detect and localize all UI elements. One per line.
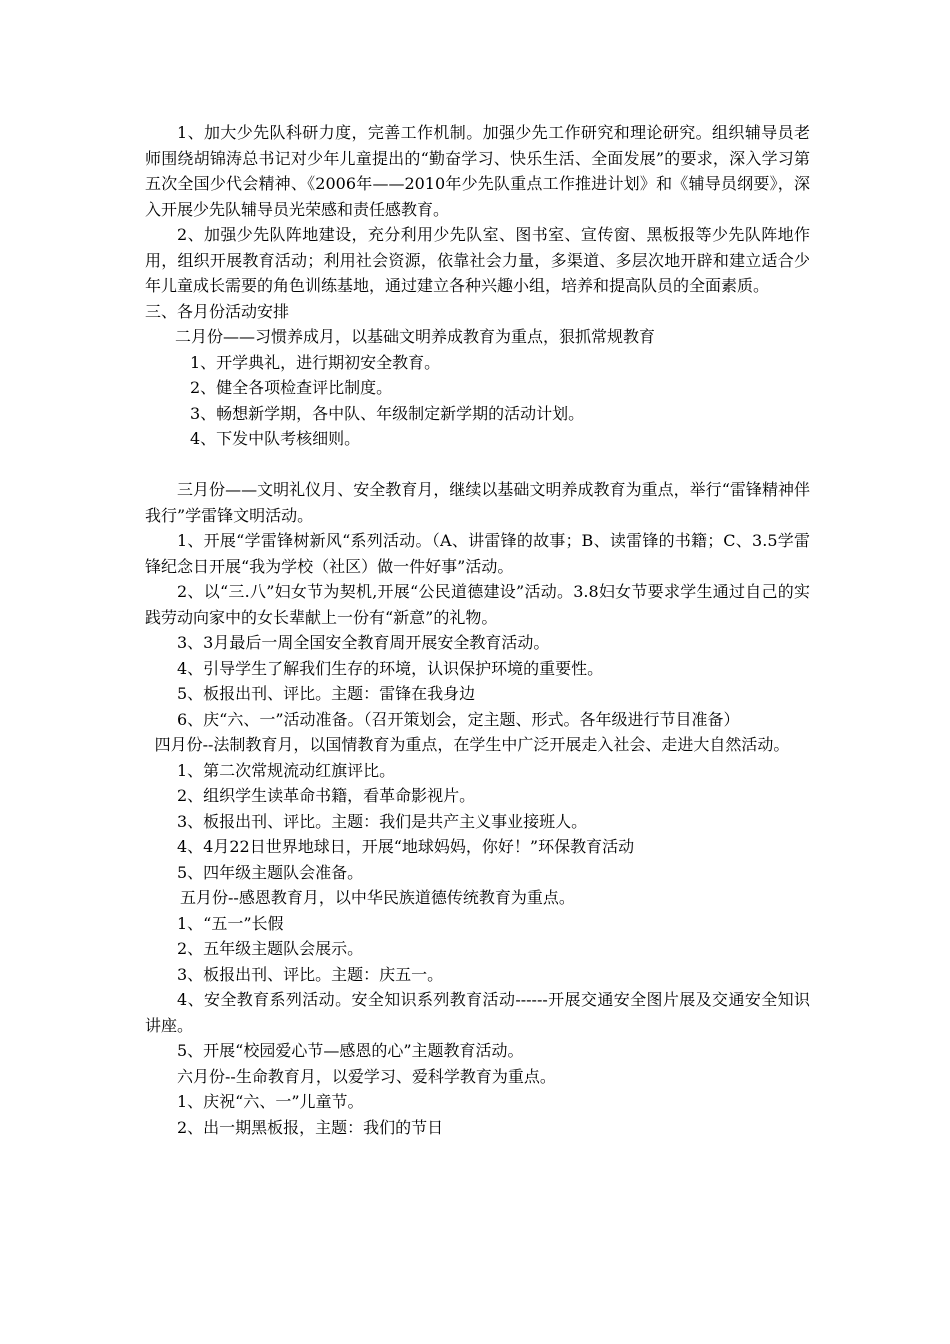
list-item: 2、出一期黑板报，主题：我们的节日 bbox=[177, 1117, 444, 1137]
list-item: 4、4月22日世界地球日，开展“地球妈妈，你好！”环保教育活动 bbox=[177, 837, 635, 856]
list-item: 4、引导学生了解我们生存的环境，认识保护环境的重要性。 bbox=[177, 658, 604, 678]
paragraph-research: 1、加大少先队科研力度，完善工作机制。加强少先工作研究和理论研究。组织辅导员老师围绕胡锦涛总书记对少年儿童提出的“勤奋学习、快乐生活、全面发展”的要求，深入学习第五次全国少代会精神、《2006年——2010年少先队重点工作推进计划》和《辅导员纲要》，深入开展少先队辅导员光荣感和责任感教育。 bbox=[145, 123, 810, 219]
month-heading-may: 五月份--感恩教育月，以中华民族道德传统教育为重点。 bbox=[180, 888, 575, 907]
list-item: 2、五年级主题队会展示。 bbox=[177, 939, 364, 958]
document-body bbox=[145, 120, 810, 1140]
list-item: 3、畅想新学期，各中队、年级制定新学期的活动计划。 bbox=[190, 403, 585, 423]
list-item: 1、庆祝“六、一”儿童节。 bbox=[177, 1092, 364, 1111]
paragraph-base-building: 2、加强少先队阵地建设，充分利用少先队室、图书室、宣传窗、黑板报等少先队阵地作用，组织开展教育活动；利用社会资源，依靠社会力量，多渠道、多层次地开辟和建立适合少年儿童成长需要的角色训练基地，通过建立各种兴趣小组，培养和提高队员的全面素质。 bbox=[145, 225, 810, 295]
section-heading-monthly-plan: 三、各月份活动安排 bbox=[145, 301, 290, 321]
list-item: 5、板报出刊、评比。主题：雷锋在我身边 bbox=[177, 684, 476, 703]
list-item: 1、开展“学雷锋树新风“系列活动。（A、讲雷锋的故事；B、读雷锋的书籍；C、3.5学雷锋纪念日开展“我为学校（社区）做一件好事”活动。 bbox=[145, 531, 810, 576]
list-item: 1、“五一”长假 bbox=[177, 913, 284, 933]
month-heading-march: 三月份——文明礼仪月、安全教育月，继续以基础文明养成教育为重点，举行“雷锋精神伴我行”学雷锋文明活动。 bbox=[145, 480, 810, 525]
list-item: 4、安全教育系列活动。安全知识系列教育活动------开展交通安全图片展及交通安全知识讲座。 bbox=[145, 990, 810, 1035]
list-item: 1、开学典礼，进行期初安全教育。 bbox=[190, 352, 441, 372]
list-item: 2、健全各项检查评比制度。 bbox=[190, 378, 393, 397]
list-item: 5、开展“校园爱心节—感恩的心”主题教育活动。 bbox=[177, 1041, 524, 1060]
month-heading-february: 二月份——习惯养成月，以基础文明养成教育为重点，狠抓常规教育 bbox=[175, 327, 656, 346]
list-item: 4、下发中队考核细则。 bbox=[190, 429, 361, 448]
list-item: 2、以“三.八”妇女节为契机,开展“公民道德建设”活动。3.8妇女节要求学生通过自己的实践劳动向家中的女长辈献上一份有“新意”的礼物。 bbox=[145, 582, 810, 627]
blank-line bbox=[145, 452, 810, 478]
list-item: 3、板报出刊、评比。主题：庆五一。 bbox=[177, 964, 444, 984]
list-item: 3、3月最后一周全国安全教育周开展安全教育活动。 bbox=[177, 633, 550, 652]
month-heading-april: 四月份--法制教育月，以国情教育为重点，在学生中广泛开展走入社会、走进大自然活动。 bbox=[154, 735, 790, 754]
list-item: 1、第二次常规流动红旗评比。 bbox=[177, 760, 396, 780]
month-heading-june: 六月份--生命教育月，以爱学习、爱科学教育为重点。 bbox=[177, 1066, 556, 1086]
list-item: 6、庆“六、一”活动准备。（召开策划会，定主题、形式。各年级进行节目准备） bbox=[177, 709, 740, 729]
list-item: 5、四年级主题队会准备。 bbox=[177, 862, 364, 882]
list-item: 3、板报出刊、评比。主题：我们是共产主义事业接班人。 bbox=[177, 811, 588, 831]
list-item: 2、组织学生读革命书籍，看革命影视片。 bbox=[177, 786, 476, 805]
